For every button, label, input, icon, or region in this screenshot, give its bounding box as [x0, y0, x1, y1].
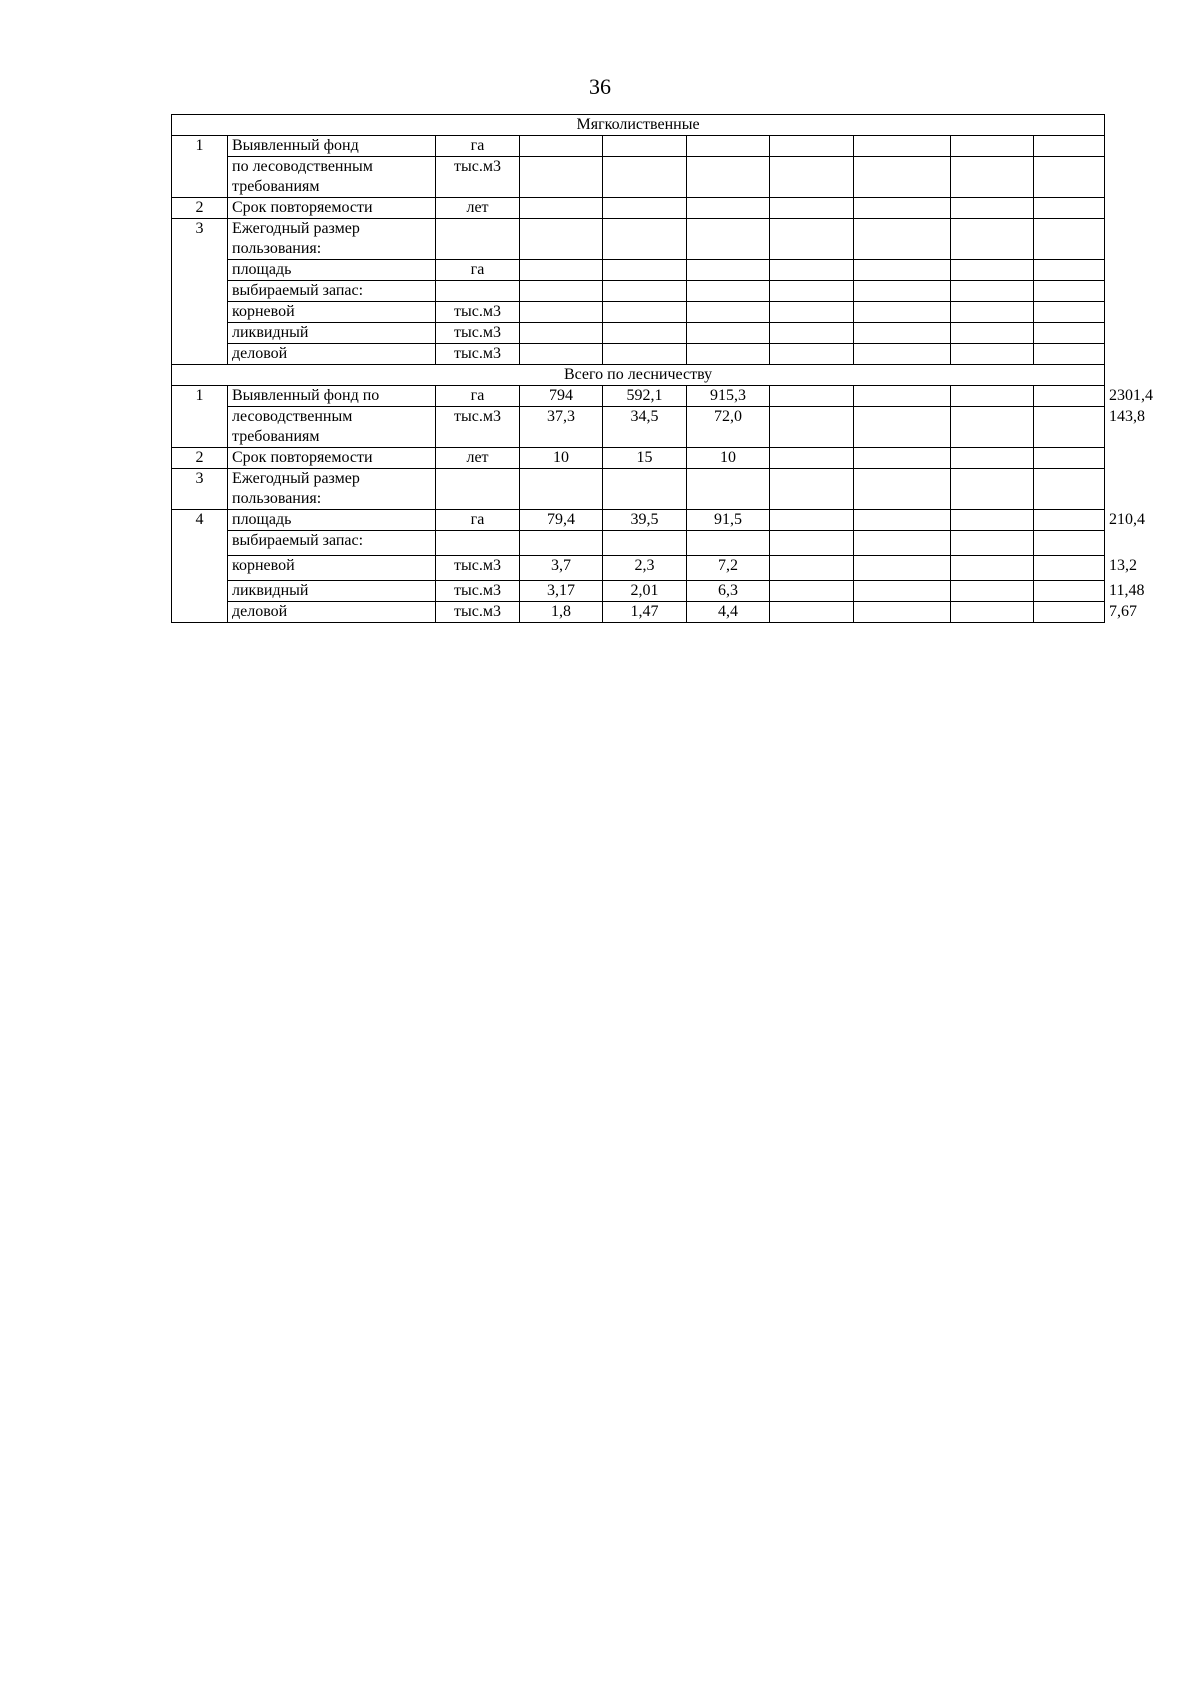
value-cell — [687, 260, 770, 281]
value-cell — [951, 198, 1034, 219]
row-label: лесоводственным требованиям — [228, 407, 436, 448]
value-cell — [687, 219, 770, 260]
row-unit: тыс.м3 — [436, 581, 520, 602]
value-cell: 91,5 — [687, 510, 770, 531]
row-unit: га — [436, 136, 520, 157]
value-cell: 34,5 — [603, 407, 687, 448]
value-cell — [951, 260, 1034, 281]
value-cell — [951, 281, 1034, 302]
value-cell — [603, 302, 687, 323]
value-cell — [951, 581, 1034, 602]
value-cell — [1034, 281, 1105, 302]
value-cell — [1034, 510, 1105, 531]
value-cell — [1034, 581, 1105, 602]
value-cell: 1,8 — [520, 602, 603, 623]
value-cell — [854, 157, 951, 198]
table-row — [172, 344, 1105, 365]
value-cell — [770, 556, 854, 581]
value-cell — [951, 556, 1034, 581]
value-cell — [854, 281, 951, 302]
section-title: Всего по лесничеству — [172, 365, 1105, 386]
table-row — [172, 219, 1105, 260]
value-cell: 37,3 — [520, 407, 603, 448]
value-cell — [854, 531, 951, 556]
row-number: 3 — [172, 219, 228, 365]
value-cell — [854, 323, 951, 344]
row-label: деловой — [228, 602, 436, 623]
value-cell — [951, 302, 1034, 323]
value-cell — [951, 323, 1034, 344]
value-cell — [770, 469, 854, 510]
row-unit: лет — [436, 448, 520, 469]
value-cell — [687, 136, 770, 157]
row-label: деловой — [228, 344, 436, 365]
table-row — [172, 302, 1105, 323]
value-cell — [854, 510, 951, 531]
value-cell — [1034, 386, 1105, 407]
value-cell — [770, 136, 854, 157]
value-cell — [687, 469, 770, 510]
value-cell — [854, 581, 951, 602]
row-unit: лет — [436, 198, 520, 219]
section-header-row — [172, 115, 1105, 136]
value-cell — [520, 157, 603, 198]
row-label: ликвидный — [228, 581, 436, 602]
table-row: деловой тыс.м3 1,8 1,47 4,4 7,67 — [172, 602, 1105, 623]
value-cell — [520, 281, 603, 302]
value-cell — [520, 344, 603, 365]
value-cell: 3,17 — [520, 581, 603, 602]
value-cell — [603, 469, 687, 510]
row-label: Выявленный фонд по — [228, 386, 436, 407]
value-cell — [603, 198, 687, 219]
value-cell — [770, 602, 854, 623]
value-cell — [520, 260, 603, 281]
row-number: 4 — [172, 510, 228, 623]
value-cell — [770, 407, 854, 448]
table-row — [172, 469, 1105, 510]
row-label: площадь — [228, 510, 436, 531]
value-cell — [951, 344, 1034, 365]
value-cell — [1034, 531, 1105, 556]
value-cell — [854, 260, 951, 281]
row-label: ликвидный — [228, 323, 436, 344]
row-unit: га — [436, 260, 520, 281]
table-row — [172, 260, 1105, 281]
value-cell — [520, 531, 603, 556]
table-row: 1 Выявленный фонд по га 794 592,1 915,3 2301,4 — [172, 386, 1105, 407]
value-cell — [854, 136, 951, 157]
value-cell — [1034, 136, 1105, 157]
value-cell — [770, 157, 854, 198]
value-cell — [1034, 344, 1105, 365]
value-cell — [687, 281, 770, 302]
value-cell: 4,4 — [687, 602, 770, 623]
row-number: 3 — [172, 469, 228, 510]
value-cell — [770, 323, 854, 344]
value-cell — [770, 302, 854, 323]
value-cell — [854, 198, 951, 219]
row-label: выбираемый запас: — [228, 531, 436, 556]
row-unit: тыс.м3 — [436, 323, 520, 344]
value-cell — [951, 510, 1034, 531]
value-cell — [1034, 260, 1105, 281]
value-cell — [854, 448, 951, 469]
value-cell — [603, 157, 687, 198]
value-cell — [603, 281, 687, 302]
value-cell: 10 — [687, 448, 770, 469]
value-cell — [687, 198, 770, 219]
value-cell — [770, 386, 854, 407]
value-cell — [687, 344, 770, 365]
value-cell — [770, 344, 854, 365]
row-unit: тыс.м3 — [436, 602, 520, 623]
value-cell — [687, 302, 770, 323]
value-cell — [770, 581, 854, 602]
value-cell — [1034, 602, 1105, 623]
value-cell — [951, 407, 1034, 448]
table-row: корневой тыс.м3 3,7 2,3 7,2 13,2 — [172, 556, 1105, 581]
value-cell — [854, 407, 951, 448]
value-cell — [951, 219, 1034, 260]
value-cell — [770, 510, 854, 531]
value-cell — [520, 219, 603, 260]
value-cell — [603, 136, 687, 157]
value-cell — [520, 302, 603, 323]
value-cell — [603, 531, 687, 556]
value-cell — [854, 219, 951, 260]
value-cell — [951, 386, 1034, 407]
forest-use-table — [171, 114, 1154, 623]
value-cell — [603, 344, 687, 365]
table-row — [172, 198, 1105, 219]
section-header-row — [172, 365, 1105, 386]
value-cell — [687, 157, 770, 198]
value-cell — [1034, 556, 1105, 581]
row-number: 2 — [172, 198, 228, 219]
row-label: Выявленный фонд — [228, 136, 436, 157]
row-unit: га — [436, 386, 520, 407]
value-cell: 1,47 — [603, 602, 687, 623]
value-cell — [603, 219, 687, 260]
value-cell: 915,3 — [687, 386, 770, 407]
value-cell — [1034, 469, 1105, 510]
row-unit — [436, 219, 520, 260]
value-cell — [603, 260, 687, 281]
value-cell — [1034, 219, 1105, 260]
value-cell — [520, 469, 603, 510]
table-row — [172, 531, 1105, 556]
row-label: Ежегодный размер пользования: — [228, 469, 436, 510]
value-cell — [854, 344, 951, 365]
value-cell: 15 — [603, 448, 687, 469]
value-cell — [520, 323, 603, 344]
value-cell — [951, 136, 1034, 157]
row-label: Срок повторяемости — [228, 448, 436, 469]
row-label: корневой — [228, 302, 436, 323]
value-cell: 3,7 — [520, 556, 603, 581]
row-unit: тыс.м3 — [436, 302, 520, 323]
value-cell: 6,3 — [687, 581, 770, 602]
value-cell — [854, 386, 951, 407]
value-cell — [854, 469, 951, 510]
row-unit: тыс.м3 — [436, 556, 520, 581]
table-row — [172, 281, 1105, 302]
row-unit: тыс.м3 — [436, 344, 520, 365]
value-cell — [687, 323, 770, 344]
page-number: 36 — [589, 74, 611, 99]
row-number: 1 — [172, 136, 228, 198]
value-cell — [1034, 198, 1105, 219]
row-number: 2 — [172, 448, 228, 469]
table-row: ликвидный тыс.м3 3,17 2,01 6,3 11,48 — [172, 581, 1105, 602]
value-cell — [770, 219, 854, 260]
value-cell — [1034, 448, 1105, 469]
value-cell — [951, 531, 1034, 556]
value-cell — [770, 531, 854, 556]
value-cell — [770, 281, 854, 302]
row-unit — [436, 531, 520, 556]
table-row: 4 площадь га 79,4 39,5 91,5 210,4 — [172, 510, 1105, 531]
value-cell: 592,1 — [603, 386, 687, 407]
section-title: Мягколиственные — [172, 115, 1105, 136]
value-cell: 72,0 — [687, 407, 770, 448]
value-cell — [951, 448, 1034, 469]
value-cell — [687, 531, 770, 556]
value-cell — [854, 302, 951, 323]
table-row — [172, 136, 1105, 157]
row-label: площадь — [228, 260, 436, 281]
value-cell: 79,4 — [520, 510, 603, 531]
value-cell — [854, 556, 951, 581]
row-label: корневой — [228, 556, 436, 581]
row-number: 1 — [172, 386, 228, 448]
value-cell — [520, 198, 603, 219]
value-cell: 2,3 — [603, 556, 687, 581]
value-cell — [1034, 302, 1105, 323]
value-cell — [951, 469, 1034, 510]
row-label: Срок повторяемости — [228, 198, 436, 219]
value-cell — [951, 157, 1034, 198]
table-row — [172, 448, 1105, 469]
value-cell — [854, 602, 951, 623]
row-label: Ежегодный размер пользования: — [228, 219, 436, 260]
row-label: выбираемый запас: — [228, 281, 436, 302]
value-cell — [770, 198, 854, 219]
row-unit — [436, 469, 520, 510]
row-unit — [436, 281, 520, 302]
value-cell: 7,2 — [687, 556, 770, 581]
value-cell — [770, 260, 854, 281]
value-cell — [1034, 157, 1105, 198]
row-label: по лесоводственным требованиям — [228, 157, 436, 198]
row-unit: тыс.м3 — [436, 407, 520, 448]
value-cell — [1034, 407, 1105, 448]
value-cell: 10 — [520, 448, 603, 469]
value-cell: 2,01 — [603, 581, 687, 602]
value-cell — [951, 602, 1034, 623]
value-cell: 794 — [520, 386, 603, 407]
table-row: лесоводственным требованиям тыс.м3 37,3 34,5 72,0 143,8 — [172, 407, 1105, 448]
row-unit: га — [436, 510, 520, 531]
value-cell — [770, 448, 854, 469]
value-cell — [603, 323, 687, 344]
value-cell — [1034, 323, 1105, 344]
row-unit: тыс.м3 — [436, 157, 520, 198]
table-row — [172, 157, 1105, 198]
table-row — [172, 323, 1105, 344]
value-cell: 39,5 — [603, 510, 687, 531]
value-cell — [520, 136, 603, 157]
